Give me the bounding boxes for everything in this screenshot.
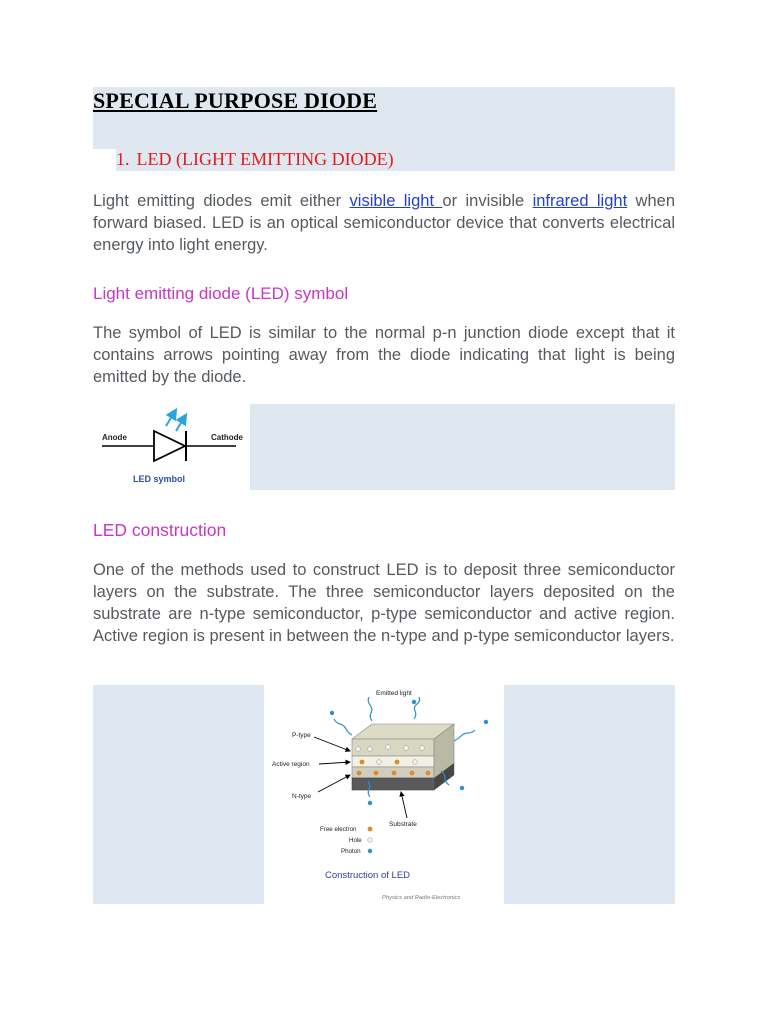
visible-light-link[interactable]: visible light (349, 192, 443, 210)
n-type-label: N-type (292, 793, 312, 800)
anode-label: Anode (102, 433, 127, 442)
section-number: 1. (116, 149, 130, 169)
photon-label: Photon (341, 848, 361, 855)
page-title: SPECIAL PURPOSE DIODE (93, 88, 378, 113)
construction-paragraph: One of the methods used to construct LED is to deposit three semiconductor layers on the substrate. The three semiconductor layers deposited on the substrate are n-type semiconductor, p-type semiconductor and active region. Active region is present in between the n-type and p-type semiconductor layers. (93, 561, 675, 645)
diode-triangle (154, 431, 185, 461)
construction-caption: Construction of LED (325, 870, 411, 881)
symbol-highlight (250, 404, 675, 490)
p-type-label: P-type (292, 732, 311, 739)
intro-text-3: when forward biased. LED is an optical semiconductor device that converts electrical energy into light energy. (93, 192, 675, 254)
section-heading (116, 149, 394, 170)
cathode-label: Cathode (211, 433, 243, 442)
intro-paragraph (93, 190, 675, 256)
figure-credit: Physics and Radio-Electronics (382, 895, 461, 901)
led-construction-figure (264, 685, 504, 904)
construction-heading: LED construction (93, 520, 227, 540)
led-symbol-caption: LED symbol (133, 474, 186, 484)
intro-text-2: or invisible (442, 192, 533, 210)
active-region-label: Active region (272, 761, 310, 768)
free-electron-legend-dot (368, 827, 373, 832)
figure-highlight-right (504, 685, 675, 904)
free-electron-label: Free electron (320, 826, 357, 833)
symbol-heading: Light emitting diode (LED) symbol (93, 284, 349, 303)
substrate-label: Substrate (389, 821, 417, 828)
photon-legend-dot (368, 849, 372, 853)
intro-text-1: Light emitting diodes emit either (93, 192, 350, 210)
section-label: LED (LIGHT EMITTING DIODE) (136, 149, 394, 169)
figure-highlight-left (93, 685, 264, 904)
hole-label: Hole (349, 837, 362, 844)
emitted-light-label: Emitted light (376, 690, 412, 697)
highlight-notch (93, 149, 116, 171)
light-arrow-icon (166, 413, 174, 426)
led-symbol-figure (93, 404, 250, 490)
substrate-layer (352, 778, 434, 790)
light-arrow-icon (176, 418, 184, 431)
symbol-paragraph: The symbol of LED is similar to the normal p-n junction diode except that it contains arrows pointing away from the diode indicating that light is being emitted by the diode. (93, 324, 675, 386)
infrared-light-link[interactable]: infrared light (532, 192, 628, 210)
hole-legend-dot (368, 838, 373, 843)
